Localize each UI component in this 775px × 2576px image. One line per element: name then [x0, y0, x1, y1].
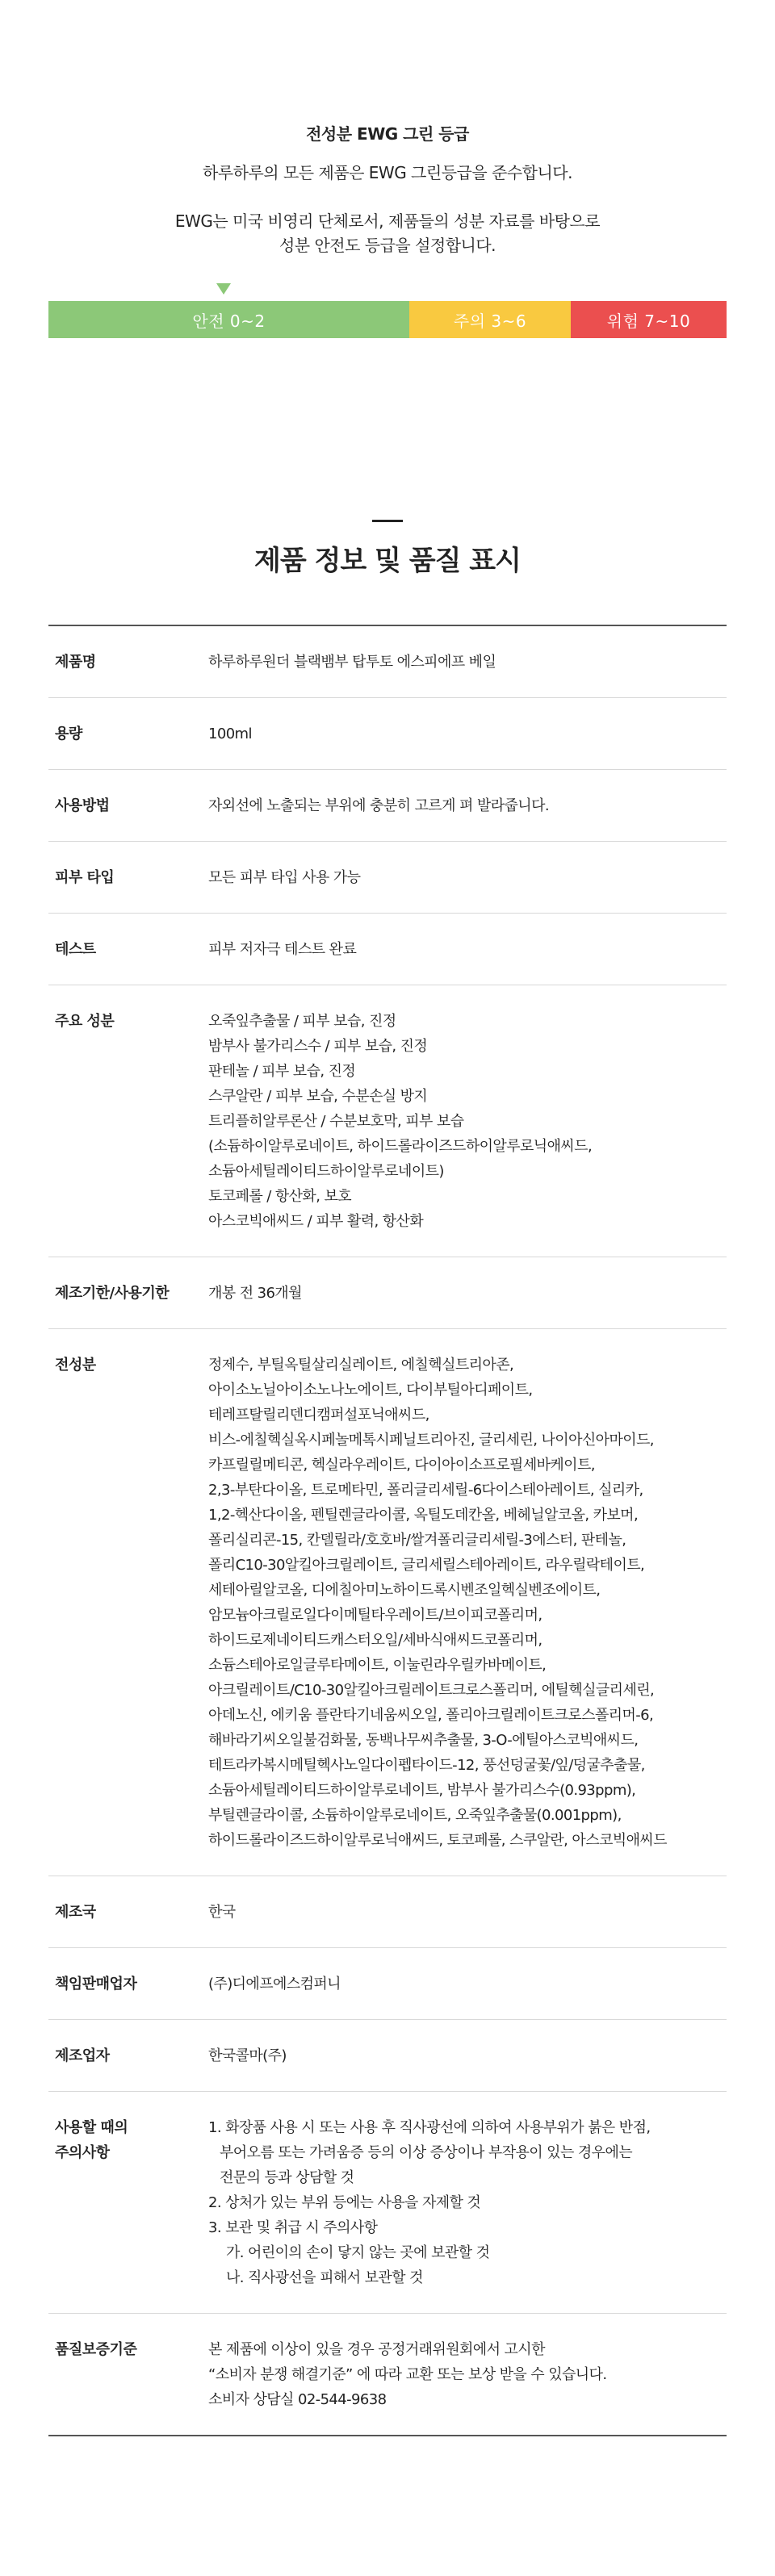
info-value: 모든 피부 타입 사용 가능 [208, 869, 361, 886]
ewg-grade-scale [48, 283, 727, 338]
info-value: 자외선에 노출되는 부위에 충분히 고르게 펴 발라줍니다. [208, 797, 549, 814]
caution-line: 2. 상처가 있는 부위 등에는 사용을 자제할 것 [208, 2194, 481, 2211]
key-ingredient-line: 트리플히알루론산 / 수분보호막, 피부 보습 [208, 1113, 464, 1130]
ingredient-line: 아이소노닐아이소노나노에이트, 다이부틸아디페이트, [208, 1382, 533, 1399]
info-row-country [48, 1876, 727, 1948]
info-row-test [48, 914, 727, 985]
info-label: 제조기한/사용기한 [55, 1285, 170, 1302]
ewg-compliance-text: 하루하루의 모든 제품은 EWG 그린등급을 준수합니다. [203, 163, 572, 182]
info-label: 제조국 [55, 1904, 96, 1921]
info-label-line: 주의사항 [55, 2144, 110, 2161]
info-label [48, 2115, 208, 2290]
info-row-full-ingredients [48, 1329, 727, 1876]
key-ingredient-line: (소듐하이알루로네이트, 하이드롤라이즈드하이알루로닉애씨드, [208, 1138, 593, 1155]
key-ingredient-line: 판테놀 / 피부 보습, 진정 [208, 1063, 356, 1080]
info-value [208, 1353, 727, 1853]
ingredient-line: 비스-에칠헥실옥시페놀메톡시페닐트리아진, 글리세린, 나이아신아마이드, [208, 1432, 654, 1449]
ewg-segment-safe: 안전 0~2 [48, 301, 409, 338]
info-row-name [48, 626, 727, 698]
info-value [208, 2337, 727, 2412]
ewg-description-line-2: 성분 안전도 등급을 설정합니다. [279, 236, 496, 255]
key-ingredient-line: 소듐아세틸레이티드하이알루로네이트) [208, 1163, 444, 1180]
product-info-table [48, 625, 727, 2436]
info-label: 피부 타입 [55, 869, 115, 886]
info-label: 용량 [55, 726, 82, 742]
info-value [208, 1009, 727, 1234]
info-label: 전성분 [55, 1357, 96, 1374]
info-row-cautions [48, 2092, 727, 2314]
ingredient-line: 소듐스테아로일글루타메이트, 이눌린라우릴카바메이트, [208, 1657, 547, 1674]
caution-line: 가. 어린이의 손이 닿지 않는 곳에 보관할 것 [226, 2244, 490, 2261]
key-ingredient-line: 토코페롤 / 항산화, 보호 [208, 1188, 352, 1205]
info-label-line: 사용할 때의 [55, 2119, 128, 2136]
caution-line: 3. 보관 및 취급 시 주의사항 [208, 2219, 378, 2236]
consumer-center-phone: 소비자 상담실 02-544-9638 [208, 2391, 387, 2408]
product-info-section [0, 520, 775, 2436]
info-value: 한국콜마(주) [208, 2047, 287, 2064]
ingredient-line: 아데노신, 에키움 플란타기네움씨오일, 폴리아크릴레이트크로스폴리머-6, [208, 1707, 654, 1724]
ingredient-line: 정제수, 부틸옥틸살리실레이트, 에칠헥실트리아존, [208, 1357, 514, 1374]
info-label: 테스트 [55, 941, 96, 958]
info-row-expiry [48, 1257, 727, 1329]
ingredient-line: 카프릴릴메티콘, 헥실라우레이트, 다이아이소프로필세바케이트, [208, 1457, 595, 1474]
ewg-segment-danger: 위험 7~10 [571, 301, 727, 338]
ingredient-line: 세테아릴알코올, 디에칠아미노하이드록시벤조일헥실벤조에이트, [208, 1582, 601, 1599]
caution-line: 부어오름 또는 가려움증 등의 이상 증상이나 부작용이 있는 경우에는 [220, 2144, 633, 2161]
info-label: 제조업자 [55, 2047, 110, 2064]
ewg-segment-caution: 주의 3~6 [409, 301, 571, 338]
ingredient-line: 부틸렌글라이콜, 소듐하이알루로네이트, 오죽잎추출물(0.001ppm), [208, 1807, 622, 1824]
ingredient-line: 해바라기씨오일불검화물, 동백나무씨추출물, 3-O-에틸아스코빅애씨드, [208, 1732, 639, 1749]
info-label: 사용방법 [55, 797, 110, 814]
info-row-volume [48, 698, 727, 770]
info-value: 한국 [208, 1904, 236, 1921]
info-label: 책임판매업자 [55, 1976, 137, 1993]
ingredient-line: 아크릴레이트/C10-30알킬아크릴레이트크로스폴리머, 에틸헥실글리세린, [208, 1682, 655, 1699]
info-value: 하루하루원더 블랙뱀부 탑투토 에스피에프 베일 [208, 654, 496, 671]
ewg-description-line-1: EWG는 미국 비영리 단체로서, 제품들의 성분 자료를 바탕으로 [174, 211, 601, 231]
key-ingredient-line: 아스코빅애씨드 / 피부 활력, 항산화 [208, 1213, 424, 1230]
info-row-warranty [48, 2314, 727, 2435]
info-value: 피부 저자극 테스트 완료 [208, 941, 357, 958]
info-row-usage [48, 770, 727, 842]
grade-marker-triangle-icon [216, 283, 231, 295]
key-ingredient-line: 스쿠알란 / 피부 보습, 수분손실 방지 [208, 1088, 428, 1105]
ingredient-line: 테트라카복시메틸헥사노일다이펩타이드-12, 풍선덩굴꽃/잎/덩굴추출물, [208, 1757, 645, 1774]
ewg-grade-bar [48, 301, 727, 338]
info-row-seller [48, 1948, 727, 2020]
ewg-section [0, 0, 775, 338]
caution-line: 전문의 등과 상담할 것 [220, 2169, 354, 2186]
key-ingredient-line: 밤부사 불가리스수 / 피부 보습, 진정 [208, 1038, 428, 1055]
info-value: 개봉 전 36개월 [208, 1285, 302, 1302]
title-divider [372, 520, 403, 522]
ingredient-line: 테레프탈릴리덴디캠퍼설포닉애씨드, [208, 1407, 429, 1424]
caution-line: 나. 직사광선을 피해서 보관할 것 [226, 2269, 423, 2286]
info-row-key-ingredients [48, 985, 727, 1257]
ewg-title: 전성분 EWG 그린 등급 [306, 124, 469, 144]
warranty-line: “소비자 분쟁 해결기준” 에 따라 교환 또는 보상 받을 수 있습니다. [208, 2366, 607, 2383]
ingredient-line: 2,3-부탄다이올, 트로메타민, 폴리글리세릴-6다이스테아레이트, 실리카, [208, 1482, 643, 1499]
info-label: 품질보증기준 [55, 2341, 137, 2358]
info-row-skin-type [48, 842, 727, 914]
info-value: 100ml [208, 726, 252, 742]
info-value: (주)디에프에스컴퍼니 [208, 1976, 341, 1993]
ingredient-line: 폴리실리콘-15, 칸델릴라/호호바/쌀겨폴리글리세릴-3에스터, 판테놀, [208, 1532, 626, 1549]
ingredient-line: 암모늄아크릴로일다이메틸타우레이트/브이피코폴리머, [208, 1607, 542, 1624]
info-label: 제품명 [55, 654, 96, 671]
ingredient-line: 폴리C10-30알킬아크릴레이트, 글리세릴스테아레이트, 라우릴락테이트, [208, 1557, 645, 1574]
info-label: 주요 성분 [55, 1013, 115, 1030]
ingredient-line: 하이드로제네이티드캐스터오일/세바식애씨드코폴리머, [208, 1632, 542, 1649]
key-ingredient-line: 오죽잎추출물 / 피부 보습, 진정 [208, 1013, 396, 1030]
ingredient-line: 하이드롤라이즈드하이알루로닉애씨드, 토코페롤, 스쿠알란, 아스코빅애씨드 [208, 1832, 667, 1849]
info-row-manufacturer [48, 2020, 727, 2092]
info-value [208, 2115, 727, 2290]
caution-line: 1. 화장품 사용 시 또는 사용 후 직사광선에 의하여 사용부위가 붉은 반점, [208, 2119, 651, 2136]
ingredient-line: 1,2-헥산다이올, 펜틸렌글라이콜, 옥틸도데칸올, 베헤닐알코올, 카보머, [208, 1507, 639, 1524]
product-info-title: 제품 정보 및 품질 표시 [254, 545, 521, 577]
ingredient-line: 소듐아세틸레이티드하이알루로네이트, 밤부사 불가리스수(0.93ppm), [208, 1782, 636, 1799]
warranty-line: 본 제품에 이상이 있을 경우 공정거래위원회에서 고시한 [208, 2341, 545, 2358]
